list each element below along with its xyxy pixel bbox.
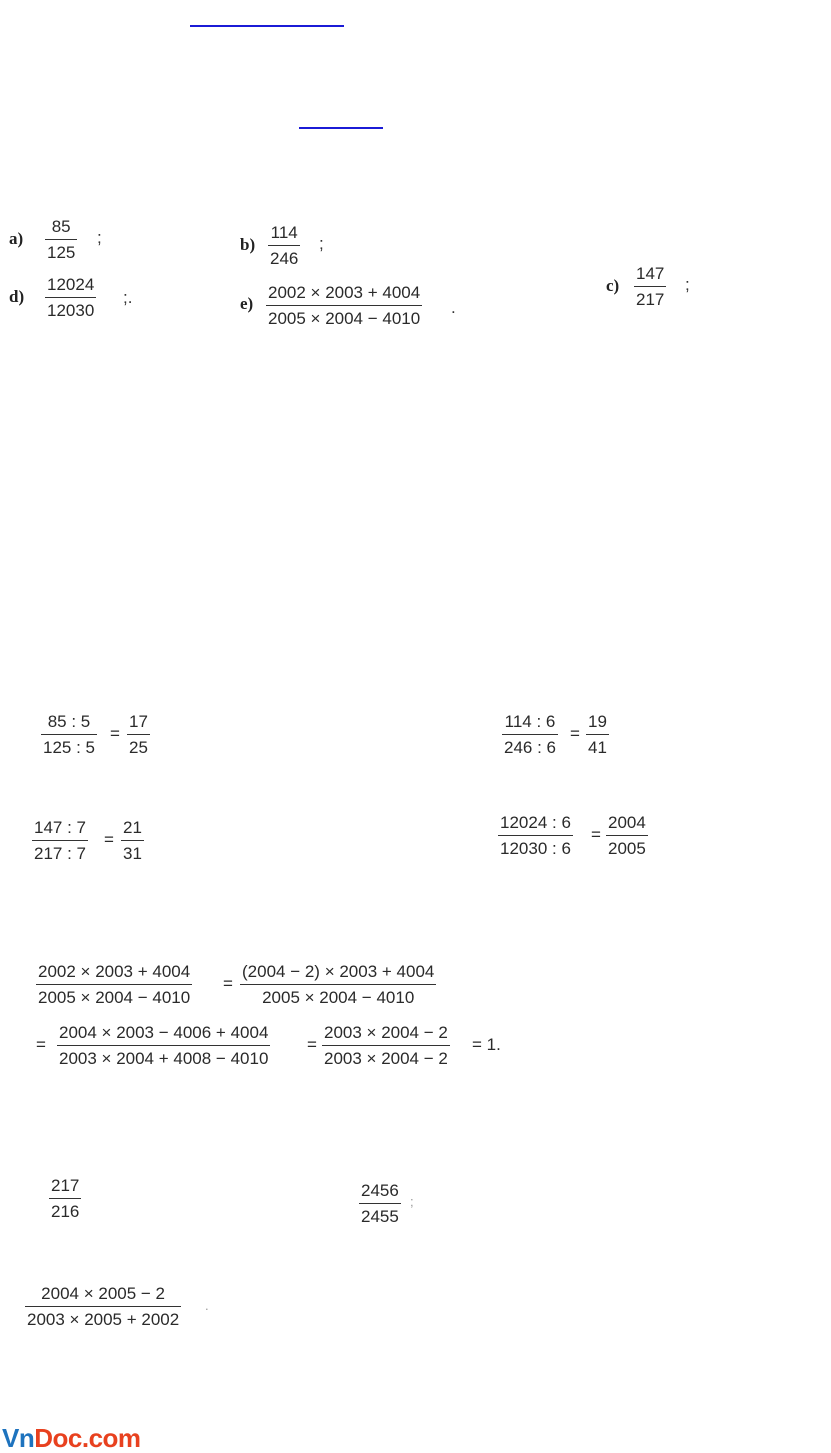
- fraction-numerator: 19: [588, 712, 607, 731]
- fraction-denominator: 2005 × 2004 − 4010: [38, 988, 191, 1008]
- fraction-numerator: 2456: [361, 1181, 399, 1200]
- fraction-denominator: 2005 × 2004 − 4010: [262, 988, 415, 1008]
- exercise-fraction-b: [268, 223, 300, 269]
- fraction-denominator: 31: [123, 844, 142, 864]
- separator-d: ;.: [123, 288, 133, 307]
- fraction-bar: [502, 734, 558, 735]
- fraction-numerator: 2003 × 2004 − 2: [324, 1023, 448, 1042]
- logo-doc: Doc: [34, 1423, 82, 1453]
- equals-sign: =: [110, 724, 120, 743]
- result-text: = 1.: [472, 1035, 501, 1054]
- fraction-bar: [266, 305, 422, 306]
- solution-e-line1-rhs: [240, 962, 436, 1008]
- separator-c: ;: [685, 275, 690, 294]
- fraction-denominator: 2003 × 2005 + 2002: [27, 1310, 180, 1330]
- fraction-bar: [359, 1203, 401, 1204]
- fraction-bar: [36, 984, 192, 985]
- label-a: a): [9, 229, 24, 248]
- equals-sign: =: [570, 724, 580, 743]
- fraction-bar: [25, 1306, 181, 1307]
- fraction-numerator: 85: [51, 217, 71, 236]
- solution-d-lhs: [498, 813, 573, 859]
- fraction-bar: [586, 734, 609, 735]
- label-e: e): [240, 294, 254, 313]
- logo-vn: Vn: [2, 1423, 35, 1453]
- solution-c-rhs: [121, 818, 144, 864]
- fraction-numerator: 147: [636, 264, 665, 283]
- fraction-bar: [121, 840, 144, 841]
- fraction-numerator: 12024: [47, 275, 95, 294]
- fraction-numerator: 12024 : 6: [500, 813, 571, 832]
- leading-equals-sign: =: [36, 1035, 46, 1054]
- solution-e-line1-lhs: [36, 962, 192, 1008]
- solution-a-rhs: [127, 712, 150, 758]
- fraction-denominator: 217 : 7: [34, 844, 86, 864]
- fraction-numerator: 2002 × 2003 + 4004: [38, 962, 191, 981]
- practice-fraction-3: [25, 1284, 181, 1330]
- fraction-numerator: (2004 − 2) × 2003 + 4004: [242, 962, 435, 981]
- fraction-bar: [634, 286, 666, 287]
- solution-b-lhs: [502, 712, 558, 758]
- separator-p3: .: [205, 1298, 209, 1313]
- fraction-numerator: 114 : 6: [504, 712, 556, 731]
- separator-e: .: [451, 298, 456, 317]
- fraction-denominator: 246 : 6: [504, 738, 556, 758]
- fraction-denominator: 2003 × 2004 − 2: [324, 1049, 448, 1069]
- equals-sign: =: [591, 825, 601, 844]
- vndoc-logo[interactable]: [2, 1424, 141, 1452]
- fraction-numerator: 147 : 7: [34, 818, 86, 837]
- fraction-bar: [127, 734, 150, 735]
- fraction-denominator: 12030 : 6: [500, 839, 571, 859]
- solution-b-rhs: [586, 712, 609, 758]
- fraction-numerator: 21: [123, 818, 142, 837]
- label-d: d): [9, 287, 25, 306]
- fraction-denominator: 2455: [361, 1207, 399, 1227]
- fraction-bar: [322, 1045, 450, 1046]
- exercise-fraction-a: [45, 217, 77, 263]
- logo-com: .com: [81, 1423, 141, 1453]
- fraction-numerator: 217: [51, 1176, 80, 1195]
- fraction-numerator: 2004 × 2003 − 4006 + 4004: [59, 1023, 269, 1042]
- solution-d-rhs: [606, 813, 648, 859]
- equals-sign: =: [307, 1035, 317, 1054]
- fraction-denominator: 2005: [608, 839, 646, 859]
- fraction-denominator: 2005 × 2004 − 4010: [268, 309, 421, 329]
- fraction-numerator: 2004: [608, 813, 646, 832]
- label-b: b): [240, 235, 256, 254]
- top-link-underline-1[interactable]: [190, 25, 344, 27]
- top-link-underline-2[interactable]: [299, 127, 383, 129]
- equals-sign: =: [104, 830, 114, 849]
- practice-fraction-2: [359, 1181, 401, 1227]
- fraction-bar: [49, 1198, 81, 1199]
- fraction-denominator: 125: [47, 243, 76, 263]
- solution-c-lhs: [32, 818, 88, 864]
- fraction-bar: [498, 835, 573, 836]
- fraction-bar: [32, 840, 88, 841]
- solution-e-line2-rhs: [322, 1023, 450, 1069]
- practice-fraction-1: [49, 1176, 81, 1222]
- fraction-bar: [240, 984, 436, 985]
- fraction-numerator: 85 : 5: [47, 712, 91, 731]
- fraction-bar: [606, 835, 648, 836]
- exercise-fraction-c: [634, 264, 666, 310]
- fraction-denominator: 246: [270, 249, 299, 269]
- exercise-fraction-e: [266, 283, 422, 329]
- separator-b: ;: [319, 234, 324, 253]
- fraction-denominator: 2003 × 2004 + 4008 − 4010: [59, 1049, 269, 1069]
- fraction-numerator: 2004 × 2005 − 2: [41, 1284, 166, 1303]
- fraction-numerator: 2002 × 2003 + 4004: [268, 283, 421, 302]
- separator-a: ;: [97, 228, 102, 247]
- fraction-denominator: 25: [129, 738, 148, 758]
- equals-sign: =: [223, 974, 233, 993]
- fraction-denominator: 217: [636, 290, 665, 310]
- fraction-bar: [57, 1045, 270, 1046]
- fraction-denominator: 12030: [47, 301, 95, 321]
- fraction-bar: [268, 245, 300, 246]
- label-c: c): [606, 276, 620, 295]
- fraction-bar: [45, 297, 96, 298]
- fraction-numerator: 114: [270, 223, 298, 242]
- fraction-denominator: 125 : 5: [43, 738, 95, 758]
- fraction-denominator: 216: [51, 1202, 80, 1222]
- fraction-denominator: 41: [588, 738, 607, 758]
- separator-p2: ;: [410, 1194, 414, 1209]
- solution-e-line2-lhs: [57, 1023, 270, 1069]
- fraction-numerator: 17: [129, 712, 148, 731]
- solution-a-lhs: [41, 712, 97, 758]
- exercise-fraction-d: [45, 275, 96, 321]
- fraction-bar: [41, 734, 97, 735]
- fraction-bar: [45, 239, 77, 240]
